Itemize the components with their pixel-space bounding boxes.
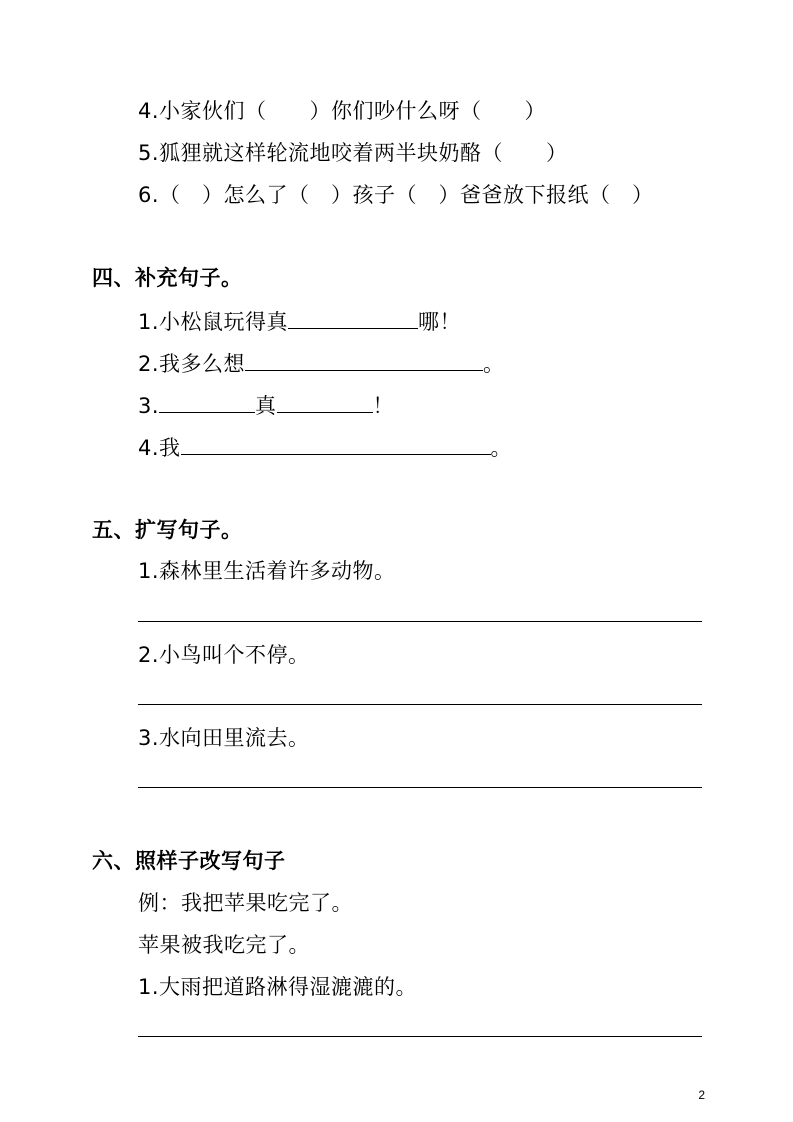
q3-middle: 真 xyxy=(255,394,277,418)
section-4-q3 xyxy=(138,392,394,419)
section-6-q1: 1.大雨把道路淋得湿漉漉的。 xyxy=(138,975,418,999)
q4-sentence: 4.小家伙们（ ）你们吵什么呀（ ） xyxy=(138,99,547,123)
section-5-heading: 五、扩写句子。 xyxy=(92,518,243,542)
fill-blank[interactable] xyxy=(159,392,255,413)
q4-prefix: 4.我 xyxy=(138,436,181,460)
section-4-q4 xyxy=(138,434,512,461)
section-5-q3: 3.水向田里流去。 xyxy=(138,726,310,750)
section-5-q2: 2.小鸟叫个不停。 xyxy=(138,643,310,667)
answer-line[interactable] xyxy=(138,787,702,788)
q1-suffix: 哪！ xyxy=(418,310,462,334)
fill-blank[interactable] xyxy=(181,434,491,455)
section-4-heading: 四、补充句子。 xyxy=(92,266,243,290)
fill-blank[interactable] xyxy=(277,392,373,413)
q1-prefix: 1.小松鼠玩得真 xyxy=(138,310,289,334)
q4-suffix: 。 xyxy=(490,436,513,460)
section-6-heading: 六、照样子改写句子 xyxy=(92,849,286,873)
q6-sentence: 6.（ ）怎么了（ ）孩子（ ）爸爸放下报纸（ ） xyxy=(138,183,654,207)
q2-suffix: 。 xyxy=(483,352,505,376)
q5-sentence: 5.狐狸就这样轮流地咬着两半块奶酪（ ） xyxy=(138,141,568,165)
q3-prefix: 3. xyxy=(138,394,160,418)
q2-prefix: 2.我多么想 xyxy=(138,352,246,376)
section-4-q1 xyxy=(138,308,461,335)
example-answer: 苹果被我吃完了。 xyxy=(138,933,310,957)
fill-blank[interactable] xyxy=(288,308,418,329)
fill-blank[interactable] xyxy=(245,350,483,371)
answer-line[interactable] xyxy=(138,704,702,705)
page-number: 2 xyxy=(698,1088,705,1102)
section-4-q2 xyxy=(138,350,505,377)
q3-suffix: ！ xyxy=(372,394,395,418)
section-5-q1: 1.森林里生活着许多动物。 xyxy=(138,559,396,583)
answer-line[interactable] xyxy=(138,621,702,622)
answer-line[interactable] xyxy=(138,1036,702,1037)
example-sentence: 例：我把苹果吃完了。 xyxy=(138,891,353,915)
